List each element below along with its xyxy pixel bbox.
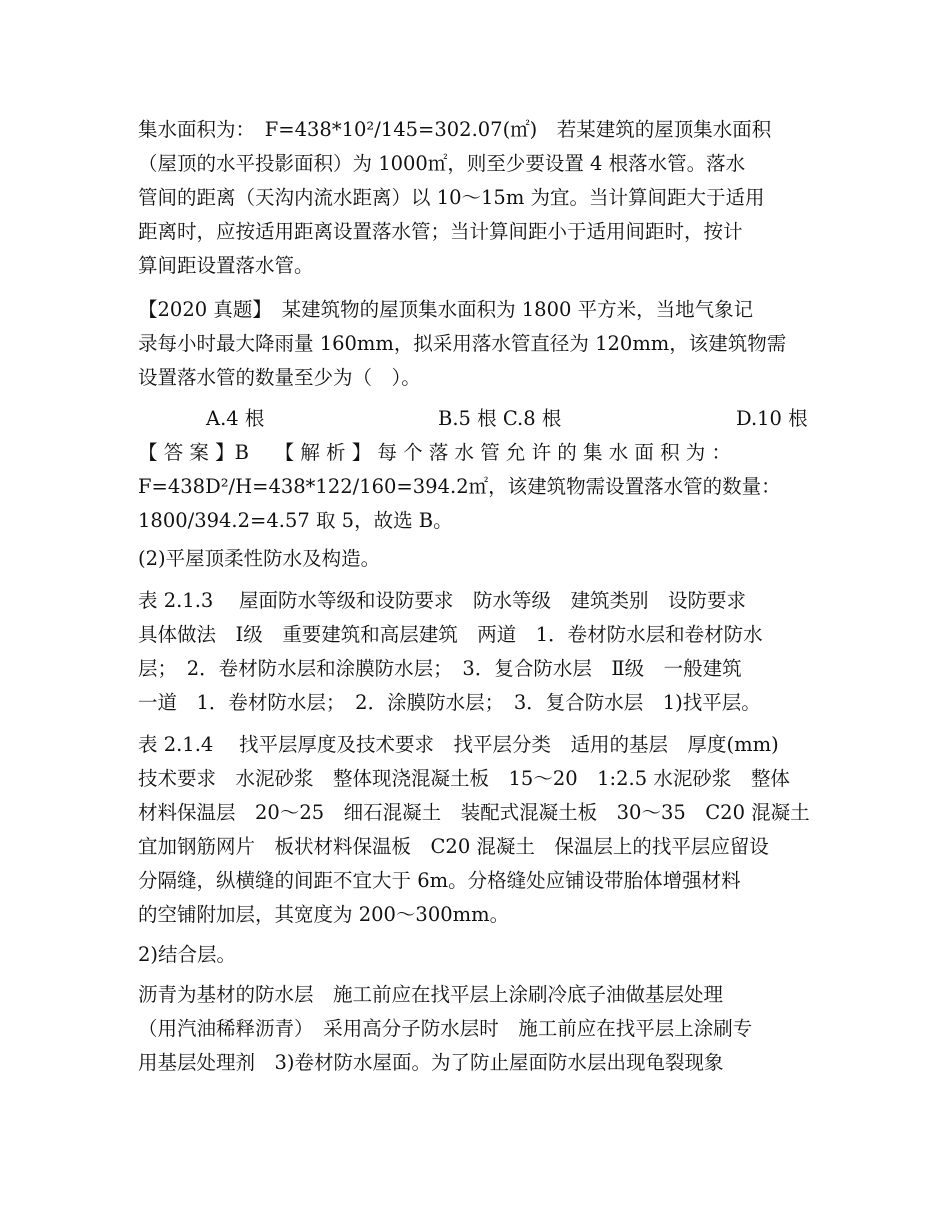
text-line: 材料保温层 20～25 细石混凝土 装配式混凝土板 30～35 C20 混凝土: [138, 801, 810, 824]
text-line: 层； 2．卷材防水层和涂膜防水层； 3．复合防水层 Ⅱ级 一般建筑: [138, 657, 742, 680]
text-line: （屋顶的水平投影面积）为 1000㎡，则至少要设置 4 根落水管。落水: [138, 152, 746, 175]
text-line: 具体做法 Ⅰ级 重要建筑和高层建筑 两道 1．卷材防水层和卷材防水: [138, 623, 763, 646]
text-line: F=438D²/H=438*122/160=394.2㎡，该建筑物需设置落水管的数量：: [138, 475, 781, 498]
table-caption-line: 表 2.1.4 找平层厚度及技术要求 找平层分类 适用的基层 厚度(mm): [138, 733, 779, 756]
section-heading: 2)结合层。: [138, 943, 237, 966]
text-line: 技术要求 水泥砂浆 整体现浇混凝土板 15～20 1:2.5 水泥砂浆 整体: [138, 767, 790, 790]
text-line: 集水面积为： F=438*10²/145=302.07(㎡) 若某建筑的屋顶集水面积: [138, 118, 772, 141]
answer-line: 【 答 案 】B 【 解 析 】 每 个 落 水 管 允 许 的 集 水 面 积 为 ：: [138, 441, 731, 464]
text-line: 的空铺附加层，其宽度为 200～300mm。: [138, 903, 510, 926]
text-line: 管间的距离（天沟内流水距离）以 10～15m 为宜。当计算间距大于适用: [138, 186, 765, 209]
option-b-c: B.5 根 C.8 根: [438, 407, 562, 430]
text-line: 沥青为基材的防水层 施工前应在找平层上涂刷冷底子油做基层处理: [138, 983, 724, 1006]
option-a: A.4 根: [206, 407, 265, 430]
section-heading: (2)平屋顶柔性防水及构造。: [138, 547, 381, 570]
answer-options: [138, 402, 818, 436]
question-heading-line: 【2020 真题】 某建筑物的屋顶集水面积为 1800 平方米，当地气象记: [138, 298, 754, 321]
text-line: 1800/394.2=4.57 取 5，故选 B。: [138, 509, 453, 532]
text-line: 用基层处理剂 3)卷材防水屋面。为了防止屋面防水层出现龟裂现象: [138, 1051, 724, 1074]
text-line: 一道 1．卷材防水层； 2．涂膜防水层； 3．复合防水层 1)找平层。: [138, 691, 761, 714]
table-caption-line: 表 2.1.3 屋面防水等级和设防要求 防水等级 建筑类别 设防要求: [138, 589, 747, 612]
option-d: D.10 根: [736, 407, 808, 430]
text-line: 宜加钢筋网片 板状材料保温板 C20 混凝土 保温层上的找平层应留设: [138, 835, 769, 858]
text-line: 分隔缝，纵横缝的间距不宜大于 6m。分格缝处应铺设带胎体增强材料: [138, 869, 741, 892]
text-line: 录每小时最大降雨量 160mm，拟采用落水管直径为 120mm，该建筑物需: [138, 332, 787, 355]
text-line: 距离时，应按适用距离设置落水管；当计算间距小于适用间距时，按计: [138, 220, 743, 243]
text-line: 设置落水管的数量至少为（ ）。: [138, 366, 421, 389]
text-line: （用汽油稀释沥青） 采用高分子防水层时 施工前应在找平层上涂刷专: [138, 1017, 753, 1040]
text-line: 算间距设置落水管。: [138, 254, 314, 277]
